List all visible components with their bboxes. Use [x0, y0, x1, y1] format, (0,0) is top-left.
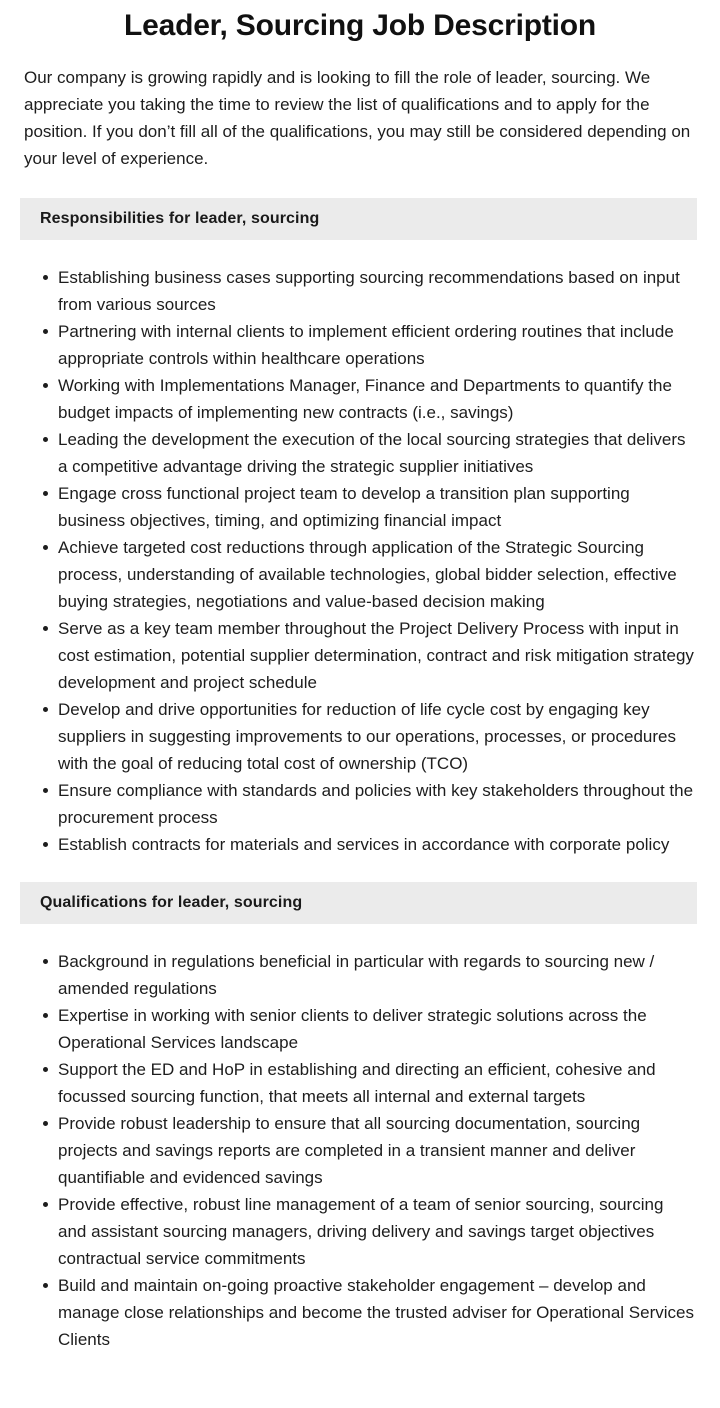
list-item: Support the ED and HoP in establishing and directing an efficient, cohesive and focussed sourcing function, that meets all internal and external targets: [0, 1056, 695, 1110]
list-item: Build and maintain on-going proactive stakeholder engagement – develop and manage close relationships and become the trusted adviser for Operational Services Clients: [0, 1272, 695, 1353]
list-item: Partnering with internal clients to implement efficient ordering routines that include appropriate controls within healthcare operations: [0, 318, 695, 372]
list-item: Expertise in working with senior clients to deliver strategic solutions across the Operational Services landscape: [0, 1002, 695, 1056]
list-item: Engage cross functional project team to develop a transition plan supporting business objectives, timing, and optimizing financial impact: [0, 480, 695, 534]
bullet-list: [0, 264, 720, 858]
list-item: Provide robust leadership to ensure that all sourcing documentation, sourcing projects and savings reports are completed in a transient manner and deliver quantifiable and evidenced savings: [0, 1110, 695, 1191]
list-item: Establish contracts for materials and services in accordance with corporate policy: [0, 831, 695, 858]
list-item: Background in regulations beneficial in particular with regards to sourcing new / amended regulations: [0, 948, 695, 1002]
list-item: Ensure compliance with standards and policies with key stakeholders throughout the procurement process: [0, 777, 695, 831]
list-item: Establishing business cases supporting sourcing recommendations based on input from various sources: [0, 264, 695, 318]
list-item: Achieve targeted cost reductions through application of the Strategic Sourcing process, understanding of available technologies, global bidder selection, effective buying strategies, negotiations and value-based decision making: [0, 534, 695, 615]
list-item: Provide effective, robust line management of a team of senior sourcing, sourcing and assistant sourcing managers, driving delivery and savings target objectives contractual service commitments: [0, 1191, 695, 1272]
list-item: Working with Implementations Manager, Finance and Departments to quantify the budget impacts of implementing new contracts (i.e., savings): [0, 372, 695, 426]
page-bottom-spacer: [0, 1353, 720, 1395]
section-heading-label: Responsibilities for leader, sourcing: [40, 210, 320, 227]
sections-container: [0, 198, 720, 1353]
intro-paragraph: Our company is growing rapidly and is looking to fill the role of leader, sourcing. We appreciate you taking the time to review the list of qualifications and to apply for the position. If you don’t fill all of the qualifications, you may still be considered depending on your level of experience.: [24, 68, 691, 168]
list-item: Serve as a key team member throughout the Project Delivery Process with input in cost estimation, potential supplier determination, contract and risk mitigation strategy development and project schedule: [0, 615, 695, 696]
list-item: Leading the development the execution of the local sourcing strategies that delivers a competitive advantage driving the strategic supplier initiatives: [0, 426, 695, 480]
bullet-list: [0, 948, 720, 1353]
section: [0, 882, 720, 1353]
section-header: [20, 198, 697, 240]
list-item: Develop and drive opportunities for reduction of life cycle cost by engaging key suppliers in suggesting improvements to our operations, processes, or procedures with the goal of reducing total cost of ownership (TCO): [0, 696, 695, 777]
section-heading-label: Qualifications for leader, sourcing: [40, 894, 303, 911]
section-header: [20, 882, 697, 924]
section: [0, 198, 720, 858]
page-title: Leader, Sourcing Job Description: [123, 9, 597, 42]
